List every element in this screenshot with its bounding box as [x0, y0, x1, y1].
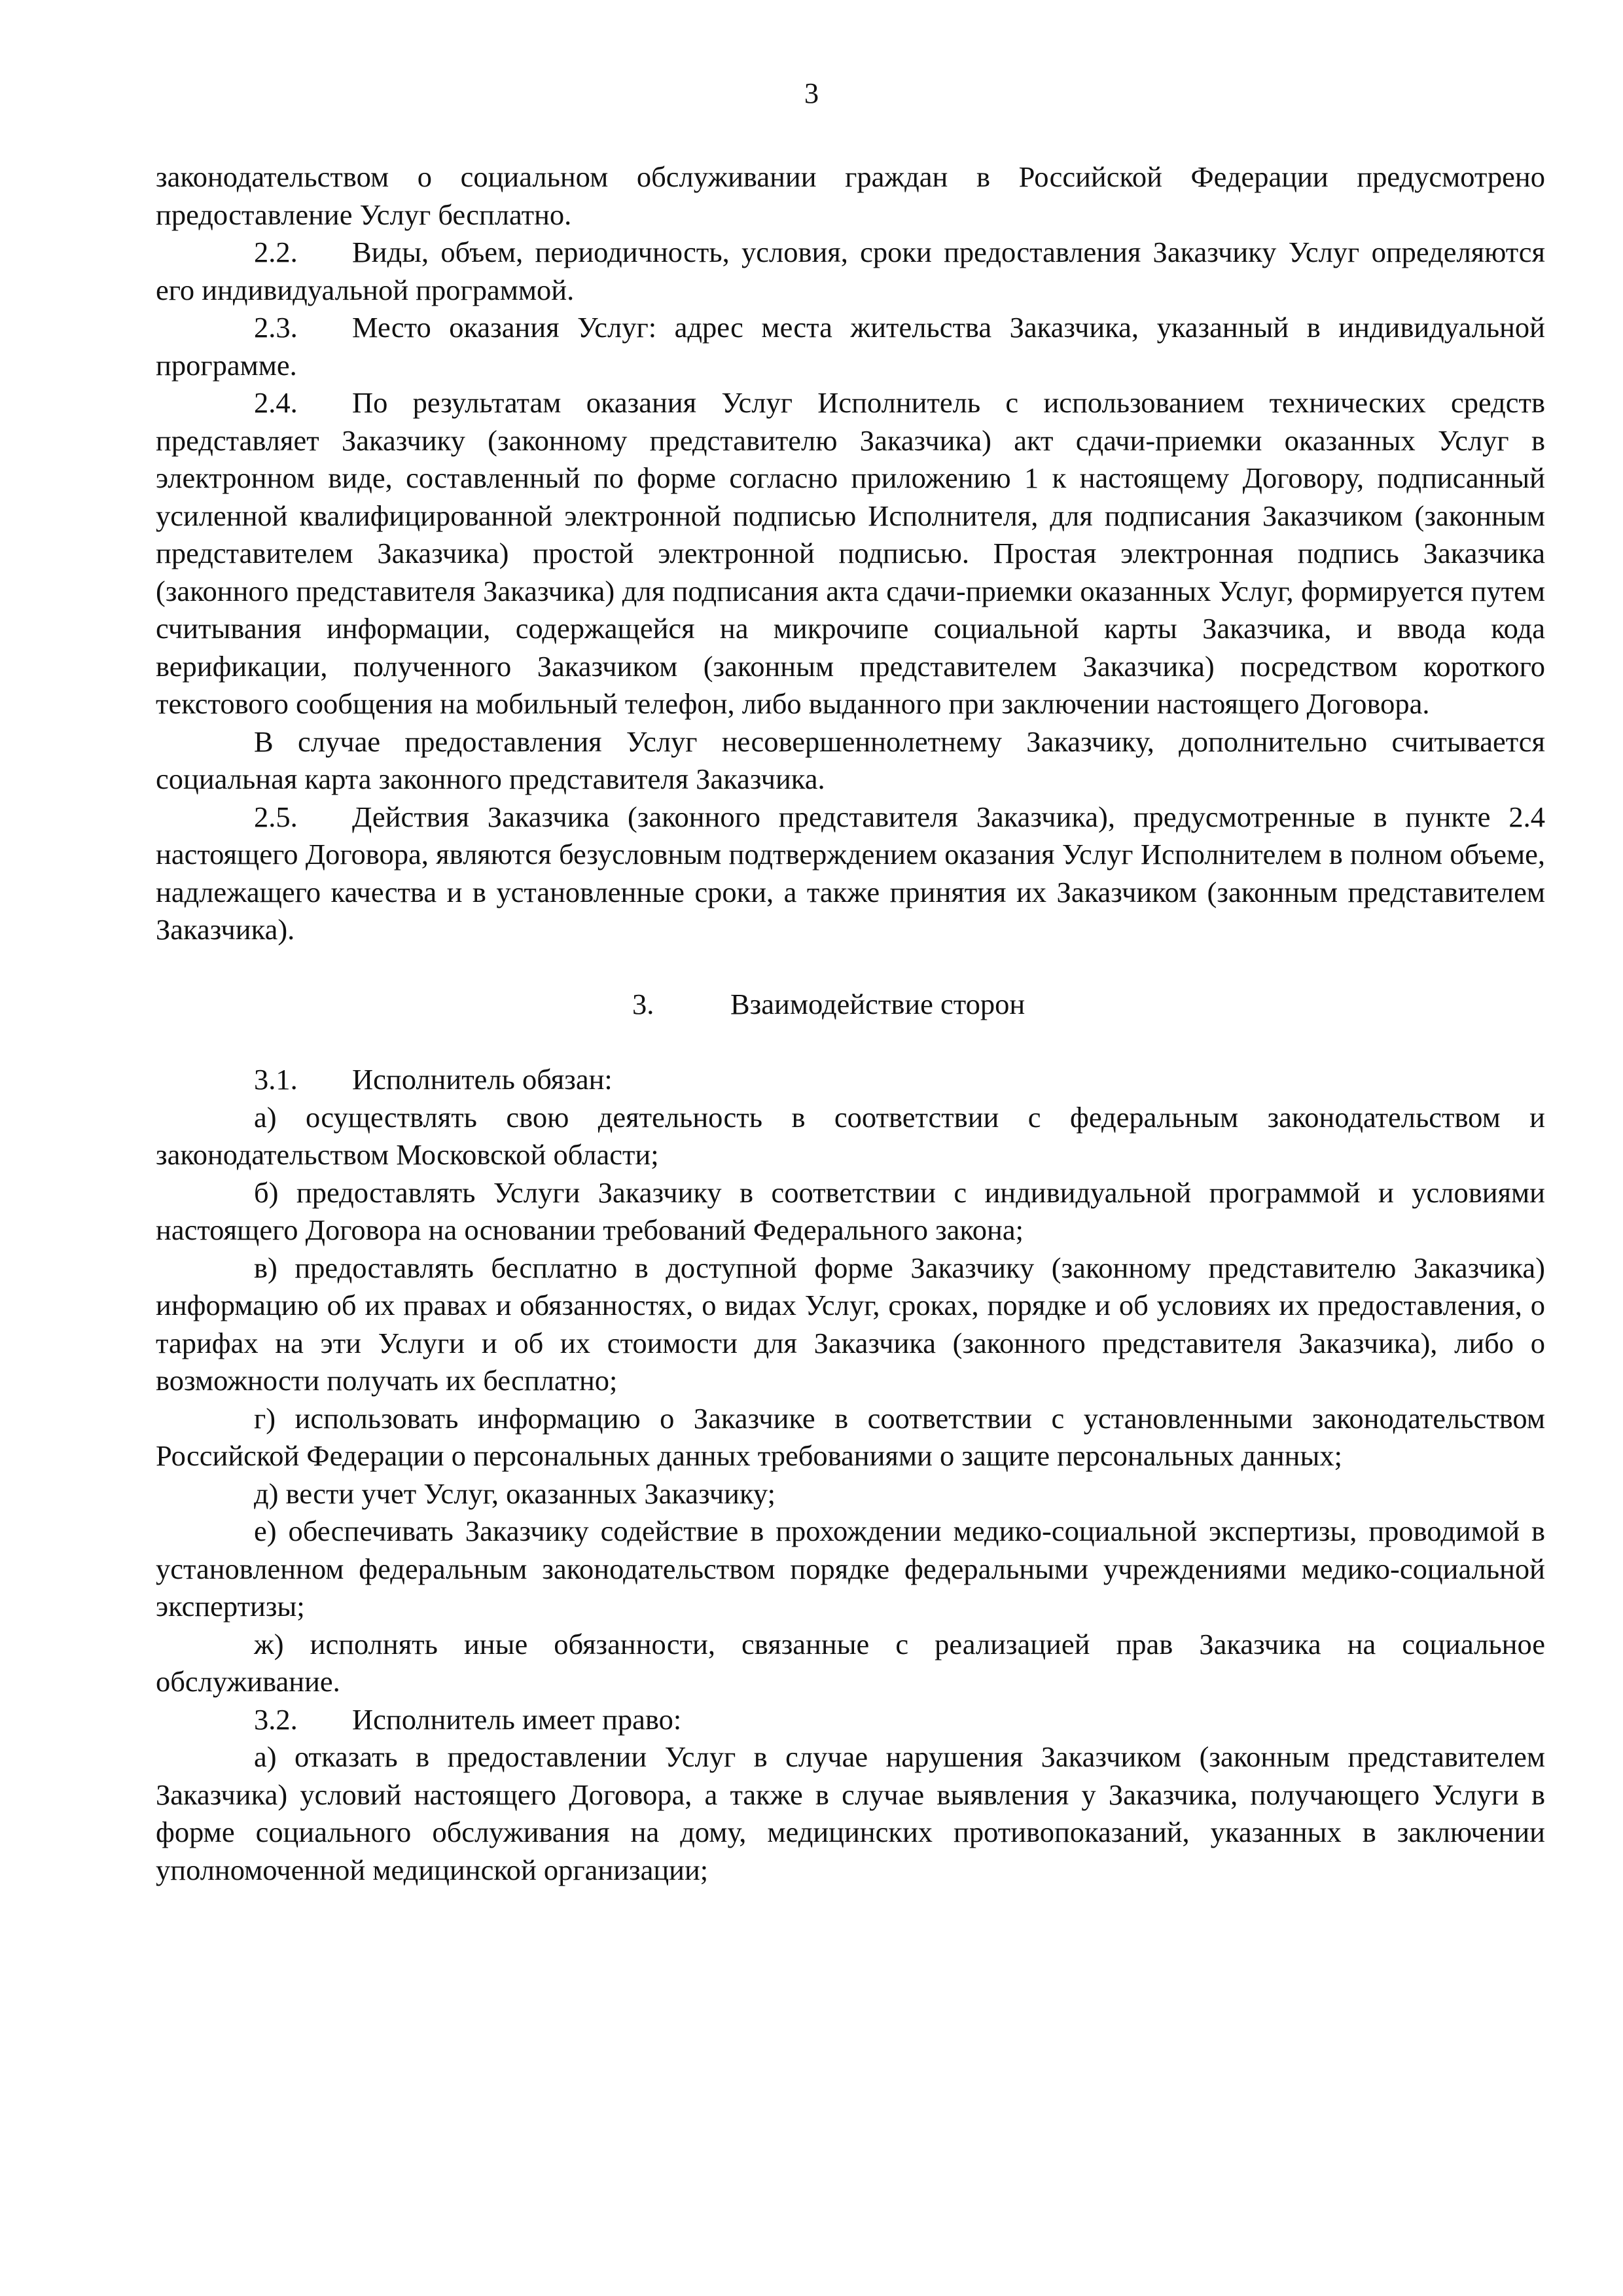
numbered-clause — [156, 234, 1545, 309]
numbered-clause — [156, 1701, 1545, 1739]
paragraph — [156, 1400, 1545, 1475]
paragraph-text: Исполнитель обязан: — [352, 1063, 613, 1096]
numbered-clause — [156, 384, 1545, 723]
document-body — [156, 158, 1545, 1889]
paragraph — [156, 1626, 1545, 1701]
paragraph — [156, 1174, 1545, 1249]
paragraph-text: По результатам оказания Услуг Исполнитель с использованием технических средств представляет Заказчику (законному представителю Заказчика) акт сдачи-приемки оказанных Услуг в электронном виде, составленный по форме согласно приложению 1 к настоящему Договору, подписанный усиленной квалифицированной электронной подписью Исполнителя, для подписания Заказчиком (законным представителем Заказчика) простой электронной подписью. Простая электронная подпись Заказчика (законного представителя Заказчика) для подписания акта сдачи-приемки оказанных Услуг, формируется путем считывания информации, содержащейся на микрочипе социальной карты Заказчика, и ввода кода верификации, полученного Заказчиком (законным представителем Заказчика) посредством короткого текстового сообщения на мобильный телефон, либо выданного при заключении настоящего Договора. — [156, 386, 1545, 720]
page-number: 3 — [804, 77, 819, 109]
section-3-body — [156, 1061, 1545, 1889]
paragraph-text: ж) исполнять иные обязанности, связанные с реализацией прав Заказчика на социальное обслуживание. — [156, 1627, 1545, 1698]
section-title: Взаимодействие сторон — [730, 987, 1026, 1020]
paragraph — [156, 1513, 1545, 1626]
clause-number: 3.1. — [254, 1063, 298, 1096]
paragraph-text: Исполнитель имеет право: — [352, 1702, 682, 1736]
section-number: 3. — [632, 987, 654, 1020]
paragraph — [156, 723, 1545, 798]
paragraph-text: е) обеспечивать Заказчику содействие в прохождении медико-социальной экспертизы, проводимой в установленном федеральным законодательством порядке федеральными учреждениями медико-социальной экспертизы; — [156, 1515, 1545, 1623]
paragraph — [156, 1475, 1545, 1513]
paragraph-text: В случае предоставления Услуг несовершеннолетнему Заказчику, дополнительно считывается социальная карта законного представителя Заказчика. — [156, 725, 1545, 795]
numbered-clause — [156, 309, 1545, 384]
paragraph-text: д) вести учет Услуг, оказанных Заказчику; — [254, 1477, 776, 1510]
paragraph-text: г) использовать информацию о Заказчике в соответствии с установленными законодательством Российской Федерации о персональных данных требованиями о защите персональных данных; — [156, 1401, 1545, 1472]
clause-number: 2.5. — [254, 800, 298, 833]
paragraph — [156, 1738, 1545, 1889]
paragraph — [156, 1099, 1545, 1174]
paragraph-text: в) предоставлять бесплатно в доступной форме Заказчику (законному представителю Заказчика) информацию об их правах и обязанностях, о видах Услуг, сроках, порядке и об условиях их предоставления, о тарифах на эти Услуги и об их стоимости для Заказчика (законного представителя Заказчика), либо о возможности получать их бесплатно; — [156, 1251, 1545, 1397]
clause-number: 2.2. — [254, 236, 298, 268]
section-2-continuation — [156, 158, 1545, 949]
paragraph-text: а) отказать в предоставлении Услуг в случае нарушения Заказчиком (законным представителем Заказчика) условий настоящего Договора, а также в случае выявления у Заказчика, получающего Услуги в форме социального обслуживания на дому, медицинских противопоказаний, указанных в заключении уполномоченной медицинской организации; — [156, 1740, 1545, 1886]
paragraph-text: Действия Заказчика (законного представителя Заказчика), предусмотренные в пункте 2.4 настоящего Договора, являются безусловным подтверждением оказания Услуг Исполнителем в полном объеме, надлежащего качества и в установленные сроки, а также принятия их Заказчиком (законным представителем Заказчика). — [156, 800, 1545, 946]
numbered-clause — [156, 798, 1545, 949]
paragraph — [156, 158, 1545, 234]
paragraph-text: законодательством о социальном обслуживании граждан в Российской Федерации предусмотрено предоставление Услуг бесплатно. — [156, 160, 1545, 231]
clause-number: 2.4. — [254, 386, 298, 419]
clause-number: 3.2. — [254, 1702, 298, 1736]
section-heading — [156, 986, 1545, 1024]
paragraph-text: Место оказания Услуг: адрес места жительства Заказчика, указанный в индивидуальной программе. — [156, 311, 1545, 382]
paragraph — [156, 1249, 1545, 1400]
numbered-clause — [156, 1061, 1545, 1099]
paragraph-text: а) осуществлять свою деятельность в соответствии с федеральным законодательством и законодательством Московской области; — [156, 1100, 1545, 1171]
clause-number: 2.3. — [254, 311, 298, 344]
paragraph-text: б) предоставлять Услуги Заказчику в соответствии с индивидуальной программой и условиями настоящего Договора на основании требований Федерального закона; — [156, 1175, 1545, 1246]
paragraph-text: Виды, объем, периодичность, условия, сроки предоставления Заказчику Услуг определяются его индивидуальной программой. — [156, 236, 1545, 306]
